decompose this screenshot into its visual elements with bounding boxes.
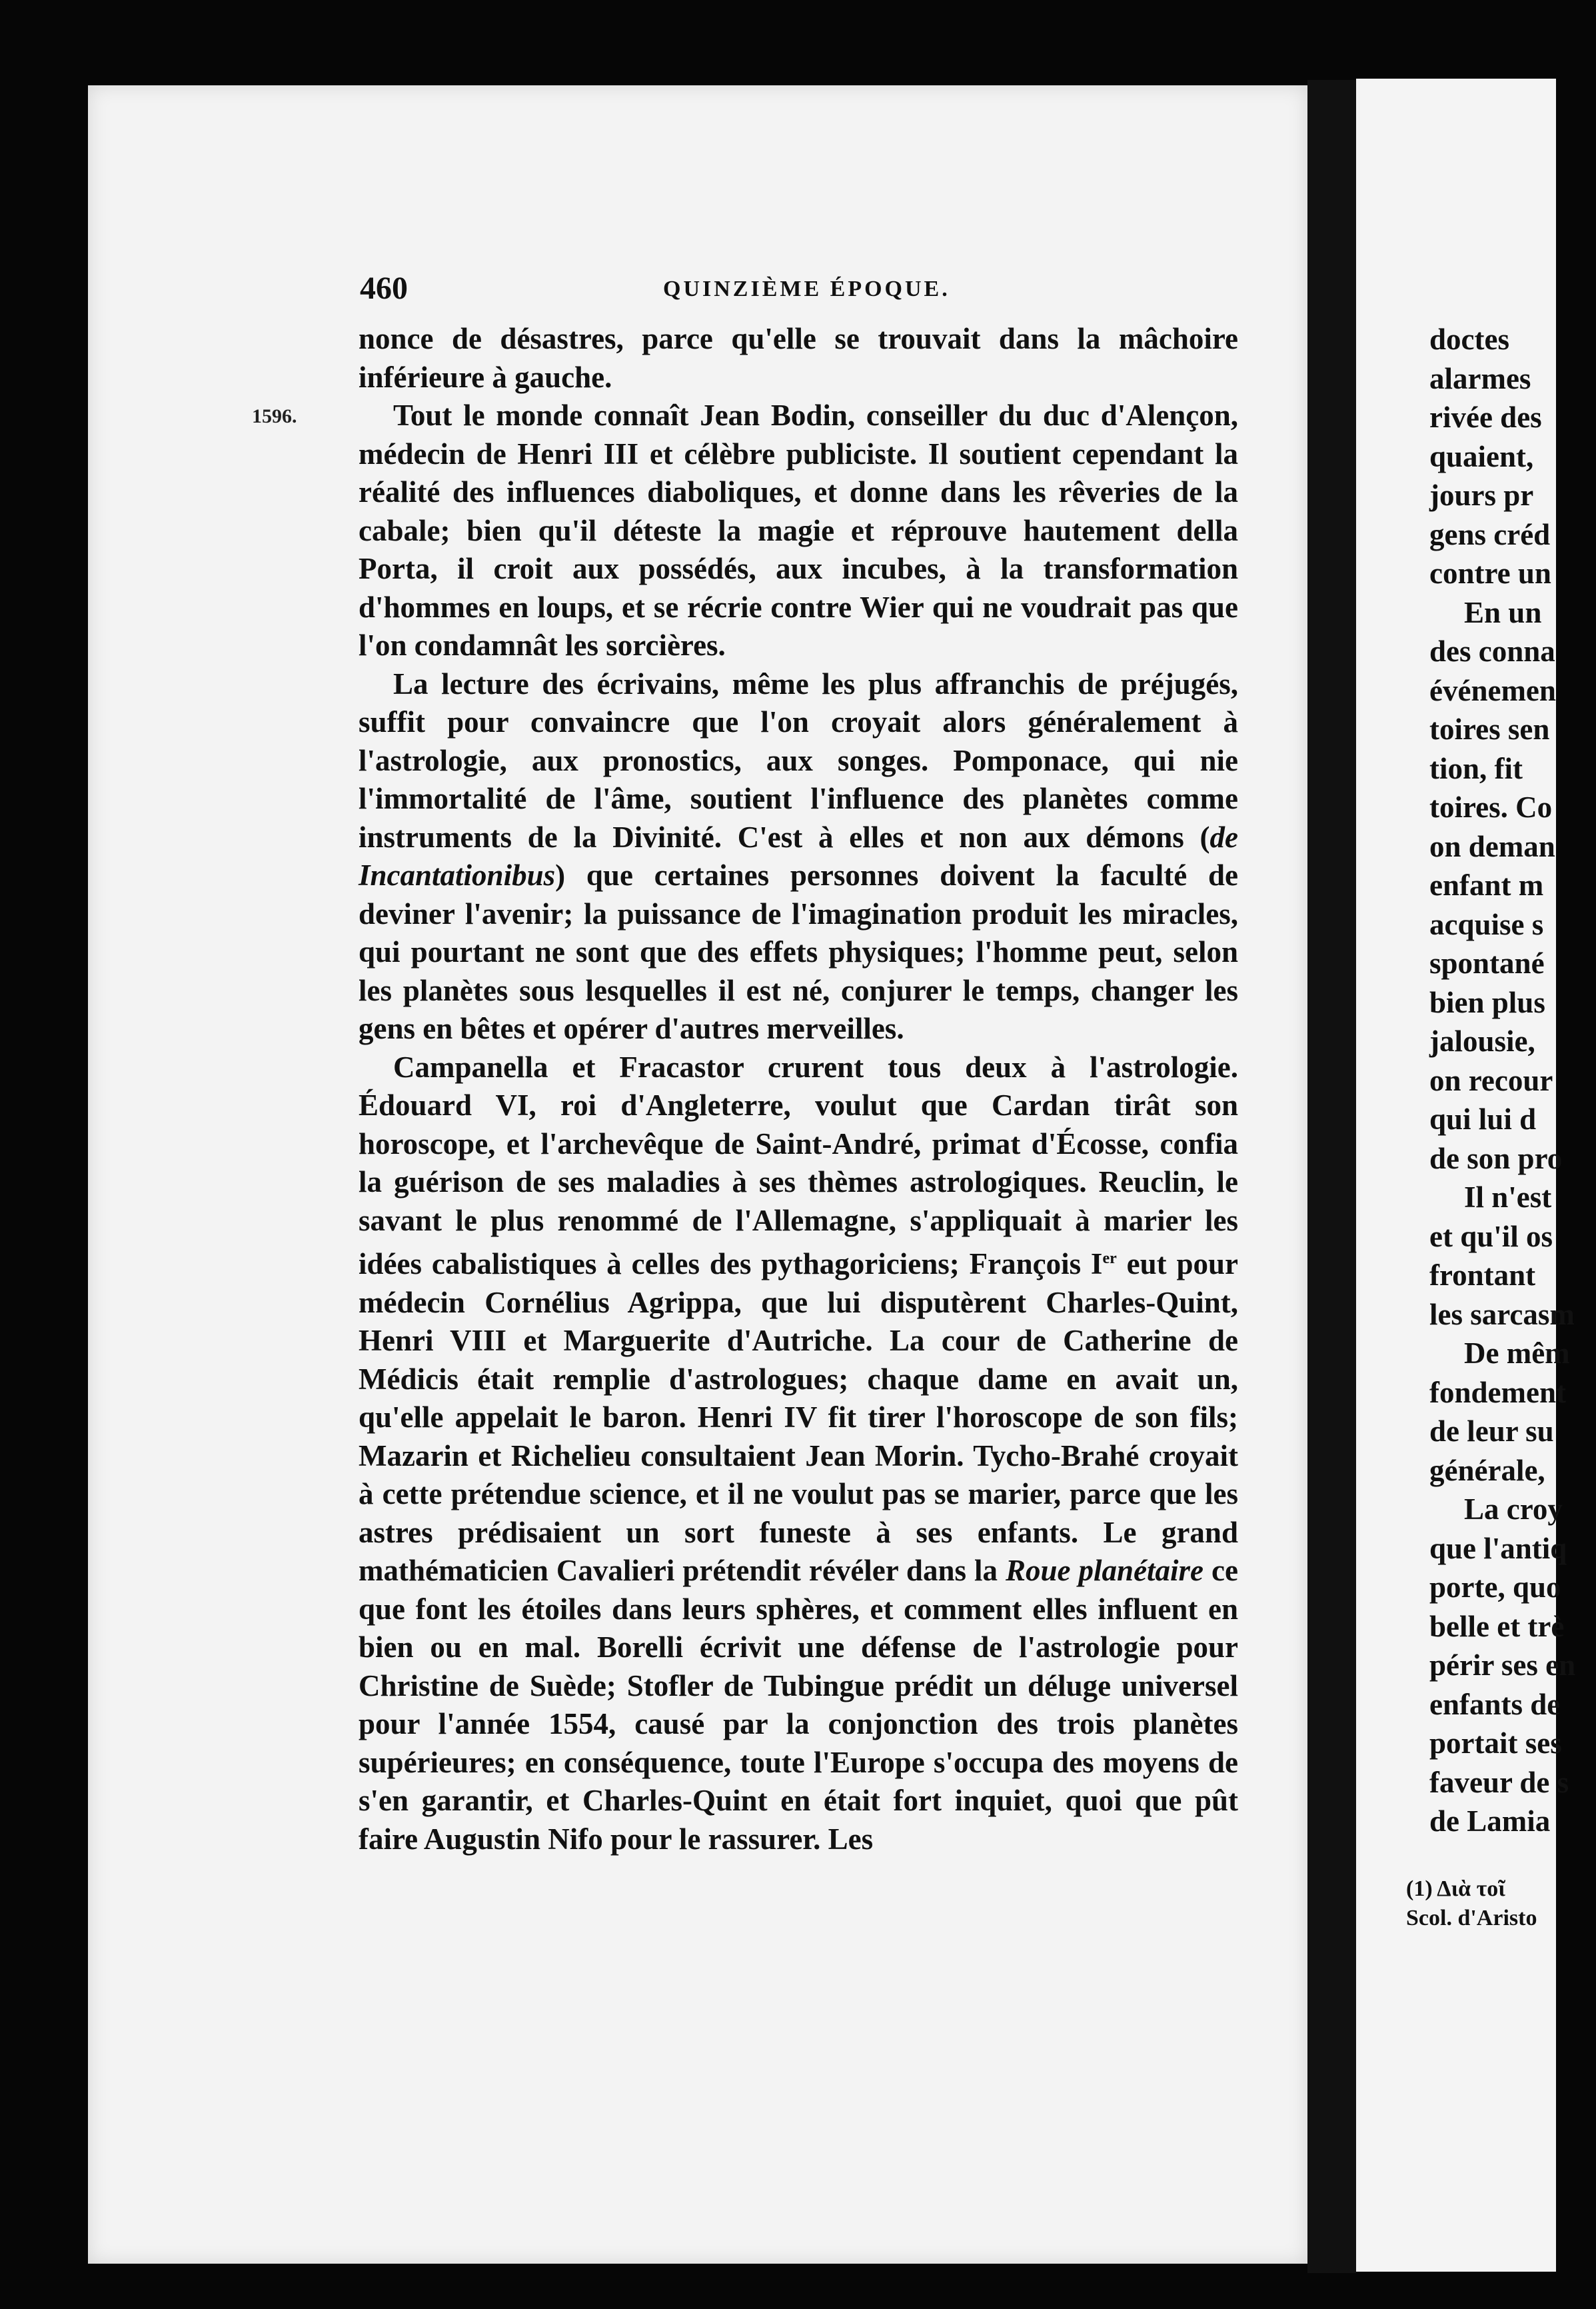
- right-page-line: qui lui d: [1429, 1103, 1537, 1136]
- right-page-line: Il n'est: [1464, 1180, 1552, 1214]
- right-page-line: générale,: [1429, 1453, 1545, 1487]
- book-gutter: [1307, 80, 1356, 2273]
- paragraph-3-text-b: ) que certaines personnes doivent la faculté de deviner l'avenir; la puissance de l'imagination produit les miracles, qui pourtant ne sont que des effets physiques; l'homme peut, selon les planètes sous lesquelles il est né, conjurer le temps, changer les gens en bêtes et opérer d'autres merveilles.: [359, 859, 1238, 1045]
- paragraph-3-italic: de Incantationibus: [359, 820, 1238, 892]
- right-page-line: événemen: [1429, 673, 1556, 707]
- page-number: 460: [360, 271, 408, 306]
- right-page-line: En un: [1464, 595, 1542, 629]
- right-page-line: acquise s: [1429, 907, 1544, 941]
- right-page-line: de Lamia: [1429, 1804, 1551, 1838]
- right-page-line: de leur su: [1429, 1414, 1554, 1448]
- right-page-line: que l'antiq: [1429, 1531, 1567, 1565]
- right-page-line: rivée des: [1429, 401, 1542, 434]
- right-page-footnote: [1406, 1874, 1559, 1933]
- right-page-line: bien plus: [1429, 985, 1545, 1019]
- paragraph-4: [359, 1049, 1238, 1859]
- paragraph-2: Tout le monde connaît Jean Bodin, conseiller du duc d'Alençon, médecin de Henri III et célèbre publiciste. Il soutient cependant la réalité des influences diaboliques, et donne dans les rêveries de la cabale; bien qu'il déteste la magie et réprouve hautement della Porta, il croit aux possédés, aux incubes, à la transformation d'hommes en loups, et se récrie contre Wier qui ne voudrait pas que l'on condamnât les sorcières.: [359, 399, 1238, 662]
- right-page-line: La croy: [1464, 1492, 1563, 1526]
- paragraph-1: nonce de désastres, parce qu'elle se trouvait dans la mâchoire inférieure à gauche.: [359, 322, 1238, 394]
- right-page-line: on recour: [1429, 1063, 1553, 1097]
- body-text: [359, 320, 1238, 1858]
- right-page-line: portait ses: [1429, 1726, 1562, 1760]
- right-page-line: toires sen: [1429, 713, 1550, 746]
- right-page-line: De mêm: [1464, 1336, 1570, 1370]
- right-page-line: de son pro: [1429, 1141, 1563, 1175]
- right-page-line: périr ses en: [1429, 1648, 1576, 1682]
- right-page-line: alarmes: [1429, 361, 1531, 395]
- right-page-line: doctes: [1429, 323, 1509, 356]
- right-page-line: contre un: [1429, 557, 1551, 590]
- right-page-line: faveur de s: [1429, 1765, 1569, 1799]
- running-head: QUINZIÈME ÉPOQUE.: [663, 277, 950, 301]
- right-page-text: [1429, 320, 1596, 1841]
- paragraph-4-italic: Roue planétaire: [1006, 1554, 1204, 1587]
- right-page-footnote-line: (1) Διὰ τοῖ: [1406, 1876, 1505, 1901]
- right-page-line: jalousie,: [1429, 1025, 1535, 1058]
- right-page-line: belle et trè: [1429, 1609, 1565, 1643]
- right-page-line: frontant: [1429, 1258, 1536, 1292]
- margin-note: 1596.: [252, 405, 297, 427]
- page-header: [360, 270, 1239, 317]
- paragraph-4-text-b: eut pour médecin Cornélius Agrippa, que lui disputèrent Charles-Quint, Henri VIII et Marguerite d'Autriche. La cour de Catherine de Médicis était remplie d'astrologues; chaque dame en avait un, qu'elle appelait le baron. Henri IV fit tirer l'horoscope de son fils; Mazarin et Richelieu consultaient Jean Morin. Tycho-Brahé croyait à cette prétendue science, et il ne voulut pas se marier, parce que les astres prédisaient un sort funeste à ses enfants. Le grand mathématicien Cavalieri prétendit révéler dans la: [359, 1247, 1238, 1587]
- right-page-line: enfants de: [1429, 1687, 1561, 1721]
- paragraph-3-text-a: La lecture des écrivains, même les plus affranchis de préjugés, suffit pour convaincre que l'on croyait alors généralement à l'astrologie, aux pronostics, aux songes. Pomponace, qui nie l'immortalité de l'âme, soutient l'influence des planètes comme instruments de la Divinité. C'est à elles et non aux démons (: [359, 667, 1238, 854]
- right-page-line: porte, quo: [1429, 1570, 1561, 1604]
- right-page-line: enfant m: [1429, 869, 1544, 902]
- paragraph-4-superscript: er: [1102, 1250, 1117, 1267]
- right-page-line: on deman: [1429, 829, 1555, 863]
- right-page-line: tion, fit: [1429, 751, 1523, 785]
- right-page-line: fondement: [1429, 1375, 1566, 1409]
- right-page-line: jours pr: [1429, 479, 1534, 512]
- paragraph-4-text-c: ce que font les étoiles dans leurs sphères, et comment elles influent en bien ou en mal. Borelli écrivit une défense de l'astrologie pour Christine de Suède; Stofler de Tubingue prédit un déluge universel pour l'année 1554, causé par la conjonction des trois planètes supérieures; en conséquence, toute l'Europe s'occupa des moyens de s'en garantir, et Charles-Quint en était fort inquiet, quoi que pût faire Augustin Nifo pour le rassurer. Les: [359, 1554, 1238, 1856]
- paragraph-3: [359, 665, 1238, 1049]
- right-page-line: gens créd: [1429, 517, 1551, 551]
- right-page-line: spontané: [1429, 947, 1545, 980]
- paragraph-4-text-a: Campanella et Fracastor crurent tous deux à l'astrologie. Édouard VI, roi d'Angleterre, voulut que Cardan tirât son horoscope, et l'archevêque de Saint-André, primat d'Écosse, confia la guérison de ses maladies à ses thèmes astrologiques. Reuclin, le savant le plus renommé de l'Allemagne, s'appliquait à marier les idées cabalistiques à celles des pythagoriciens; François I: [359, 1050, 1238, 1280]
- right-page-line: les sarcasm: [1429, 1297, 1575, 1331]
- right-page-line: quaient,: [1429, 439, 1534, 473]
- right-page-line: des conna: [1429, 635, 1555, 668]
- right-page-line: toires. Co: [1429, 791, 1553, 824]
- right-page-footnote-line: Scol. d'Aristo: [1406, 1906, 1537, 1930]
- right-page-line: et qu'il os: [1429, 1219, 1553, 1253]
